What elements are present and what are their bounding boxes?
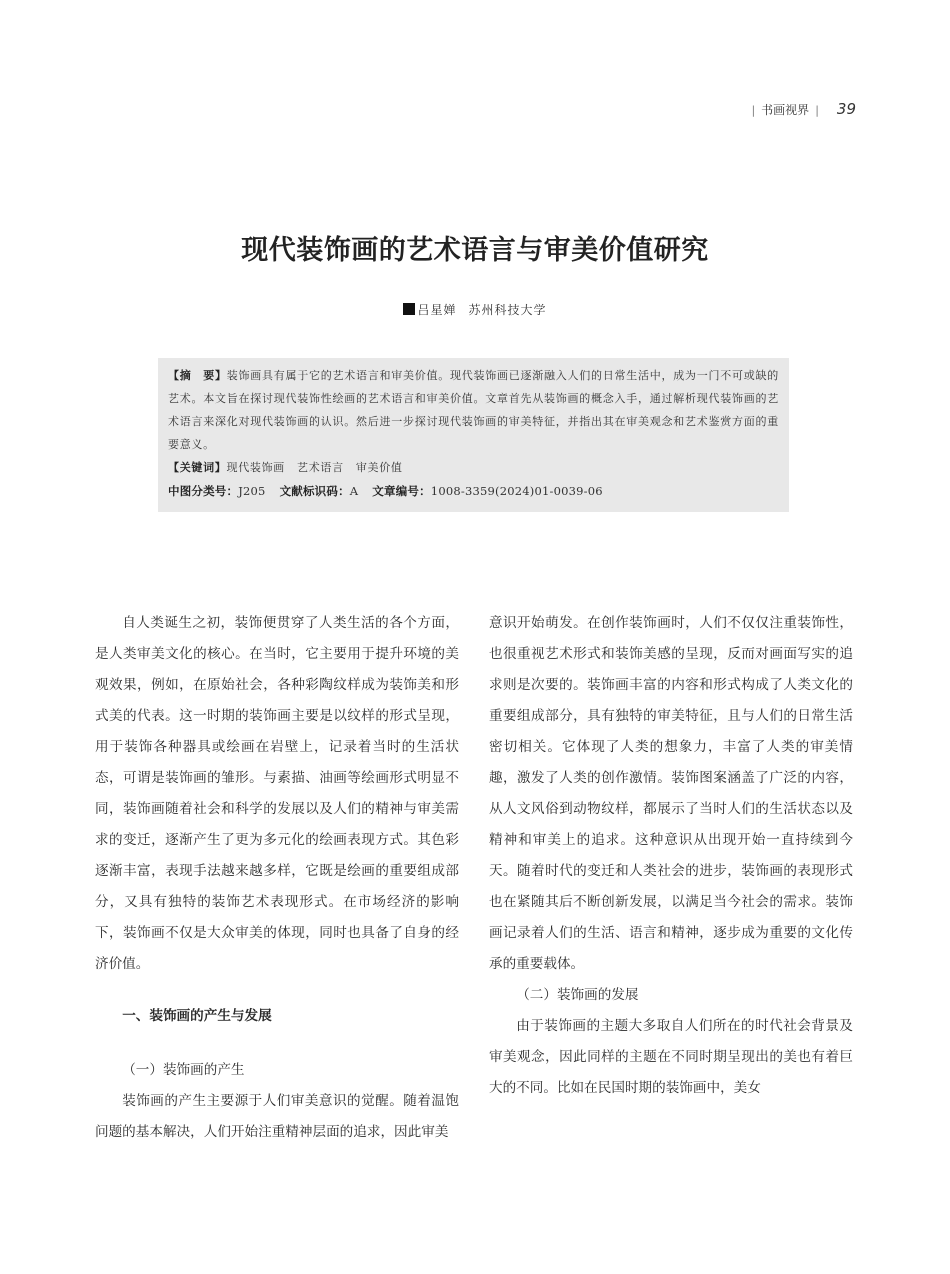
keywords-label: 【关键词】 [168, 461, 227, 474]
author-affiliation: 苏州科技大学 [468, 303, 547, 317]
header-section: 书画视界 [761, 103, 810, 117]
header-separator-left: | [751, 104, 756, 117]
clc-label: 中图分类号： [168, 484, 239, 498]
article-no-label: 文章编号： [372, 484, 431, 498]
keywords-line [168, 456, 779, 479]
subsection-1-paragraph: 装饰画的产生主要源于人们审美意识的觉醒。随着温饱问题的基本解决，人们开始注重精神层面的追求，因此审美 [95, 1093, 459, 1140]
abstract [168, 364, 779, 456]
article-title: 现代装饰画的艺术语言与审美价值研究 [241, 235, 709, 266]
classification-line [168, 483, 779, 499]
article-no-value: 1008-3359(2024)01-0039-06 [430, 484, 603, 498]
doc-code-label: 文献标识码： [279, 484, 350, 498]
abstract-box [158, 358, 789, 512]
running-header [751, 100, 856, 118]
page-number: 39 [836, 100, 856, 118]
abstract-label: 【摘 要】 [168, 369, 227, 382]
subsection-heading-1: （一）装饰画的产生 [122, 1062, 245, 1078]
author-line [0, 301, 950, 318]
body-column-right [489, 608, 853, 1104]
keyword: 现代装饰画 [226, 461, 285, 474]
body-column-left [95, 608, 459, 1148]
intro-paragraph: 自人类诞生之初，装饰便贯穿了人类生活的各个方面，是人类审美文化的核心。在当时，它主要用于提升环境的美观效果，例如，在原始社会，各种彩陶纹样成为装饰美和形式美的代表。这一时期的装饰画主要是以纹样的形式呈现，用于装饰各种器具或绘画在岩壁上，记录着当时的生活状态，可谓是装饰画的雏形。与素描、油画等绘画形式明显不同，装饰画随着社会和科学的发展以及人们的精神与审美需求的变迁，逐渐产生了更为多元化的绘画表现方式。其色彩逐渐丰富，表现手法越来越多样，它既是绘画的重要组成部分，又具有独特的装饰艺术表现形式。在市场经济的影响下，装饰画不仅是大众审美的体现，同时也具备了自身的经济价值。 [95, 615, 459, 972]
doc-code-value: A [349, 484, 359, 498]
subsection-heading-2: （二）装饰画的发展 [516, 987, 639, 1003]
keyword: 审美价值 [355, 461, 403, 474]
abstract-text: 装饰画具有属于它的艺术语言和审美价值。现代装饰画已逐渐融入人们的日常生活中，成为一门不可或缺的艺术。本文旨在探讨现代装饰性绘画的艺术语言和审美价值。文章首先从装饰画的概念入手，通过解析现代装饰画的艺术语言来深化对现代装饰画的认识。然后进一步探讨现代装饰画的审美特征，并指出其在审美观念和艺术鉴赏方面的重要意义。 [168, 369, 780, 451]
author-name: 吕星婵 [417, 303, 457, 317]
header-separator-right: | [815, 104, 819, 117]
keyword: 艺术语言 [297, 461, 344, 474]
section-heading-1: 一、装饰画的产生与发展 [122, 1008, 272, 1024]
subsection-2-paragraph: 由于装饰画的主题大多取自人们所在的时代社会背景及审美观念，因此同样的主题在不同时期呈现出的美也有着巨大的不同。比如在民国时期的装饰画中，美女 [489, 1018, 853, 1096]
subsection-1-paragraph-continued: 意识开始萌发。在创作装饰画时，人们不仅仅注重装饰性，也很重视艺术形式和装饰美感的呈现，反而对画面写实的追求则是次要的。装饰画丰富的内容和形式构成了人类文化的重要组成部分，具有独特的审美特征，且与人们的日常生活密切相关。它体现了人类的想象力，丰富了人类的审美情趣，激发了人类的创作激情。装饰图案涵盖了广泛的内容，从人文风俗到动物纹样，都展示了当时人们的生活状态以及精神和审美上的追求。这种意识从出现开始一直持续到今天。随着时代的变迁和人类社会的进步，装饰画的表现形式也在紧随其后不断创新发展，以满足当今社会的需求。装饰画记录着人们的生活、语言和精神，逐步成为重要的文化传承的重要载体。 [489, 615, 853, 972]
clc-value: J205 [238, 484, 266, 498]
author-marker-square [403, 303, 415, 315]
